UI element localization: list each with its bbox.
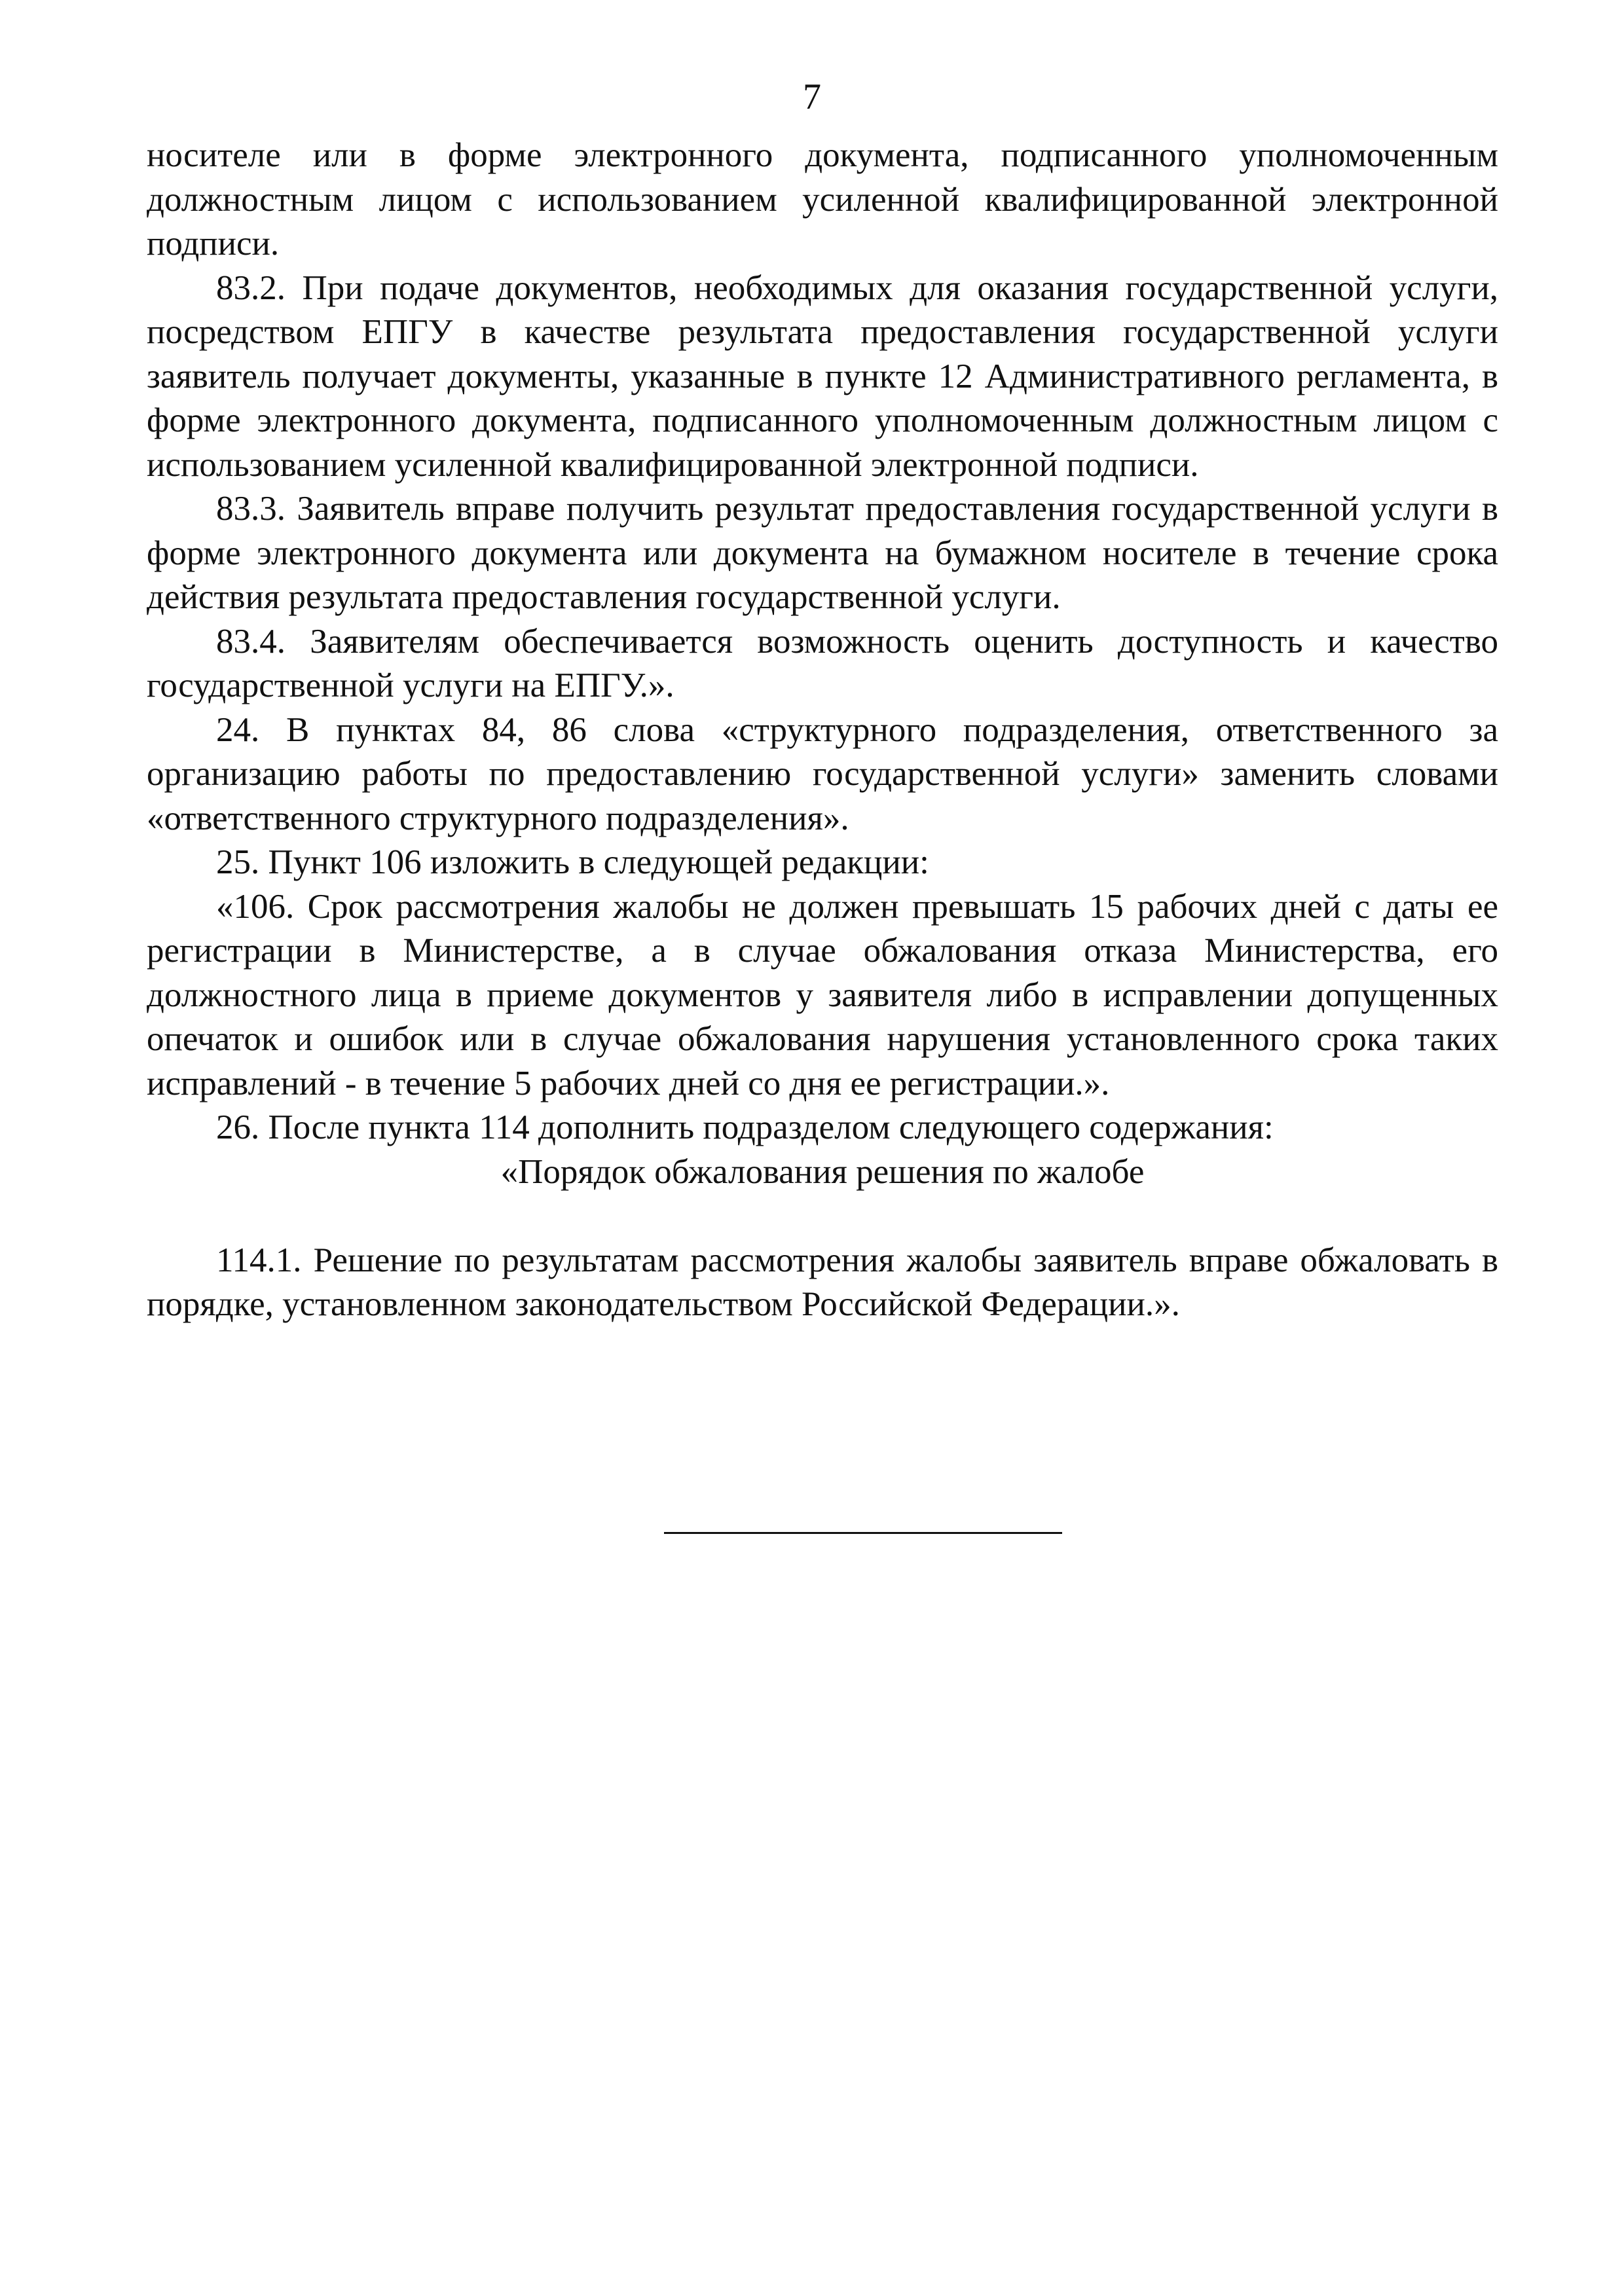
end-of-document-rule [664,1532,1062,1534]
paragraph-83-3: 83.3. Заявитель вправе получить результат предоставления государственной услуги в форме электронного документа или документа на бумажном носителе в течение срока действия результата предоставления государственной услуги. [147,490,1498,616]
paragraph-114-1: 114.1. Решение по результатам рассмотрения жалобы заявитель вправе обжаловать в порядке, установленном законодательством Российской Федерации.». [147,1241,1498,1323]
subsection-heading: «Порядок обжалования решения по жалобе [500,1152,1145,1191]
document-body [147,134,1498,1327]
paragraph-83-4: 83.4. Заявителям обеспечивается возможность оценить доступность и качество государственной услуги на ЕПГУ.». [147,622,1498,704]
paragraph-continuation: носителе или в форме электронного документа, подписанного уполномоченным должностным лицом с использованием усиленной квалифицированной электронной подписи. [147,136,1498,263]
paragraph-item-26: 26. После пункта 114 дополнить подразделом следующего содержания: [216,1108,1274,1146]
paragraph-item-25: 25. Пункт 106 изложить в следующей редакции: [216,843,929,881]
paragraph-item-24: 24. В пунктах 84, 86 слова «структурного подразделения, ответственного за организацию работы по предоставлению государственной услуги» заменить словами «ответственного структурного подразделения». [147,710,1498,837]
page-number: 7 [803,77,821,117]
paragraph-106-text: «106. Срок рассмотрения жалобы не должен превышать 15 рабочих дней с даты ее регистрации в Министерстве, а в случае обжалования отказа Министерства, его должностного лица в приеме документов у заявителя либо в исправлении допущенных опечаток и ошибок или в случае обжалования нарушения установленного срока таких исправлений - в течение 5 рабочих дней со дня ее регистрации.». [147,887,1498,1102]
paragraph-83-2: 83.2. При подаче документов, необходимых для оказания государственной услуги, посредством ЕПГУ в качестве результата предоставления государственной услуги заявитель получает документы, указанные в пункте 12 Административного регламента, в форме электронного документа, подписанного уполномоченным должностным лицом с использованием усиленной квалифицированной электронной подписи. [147,268,1498,484]
